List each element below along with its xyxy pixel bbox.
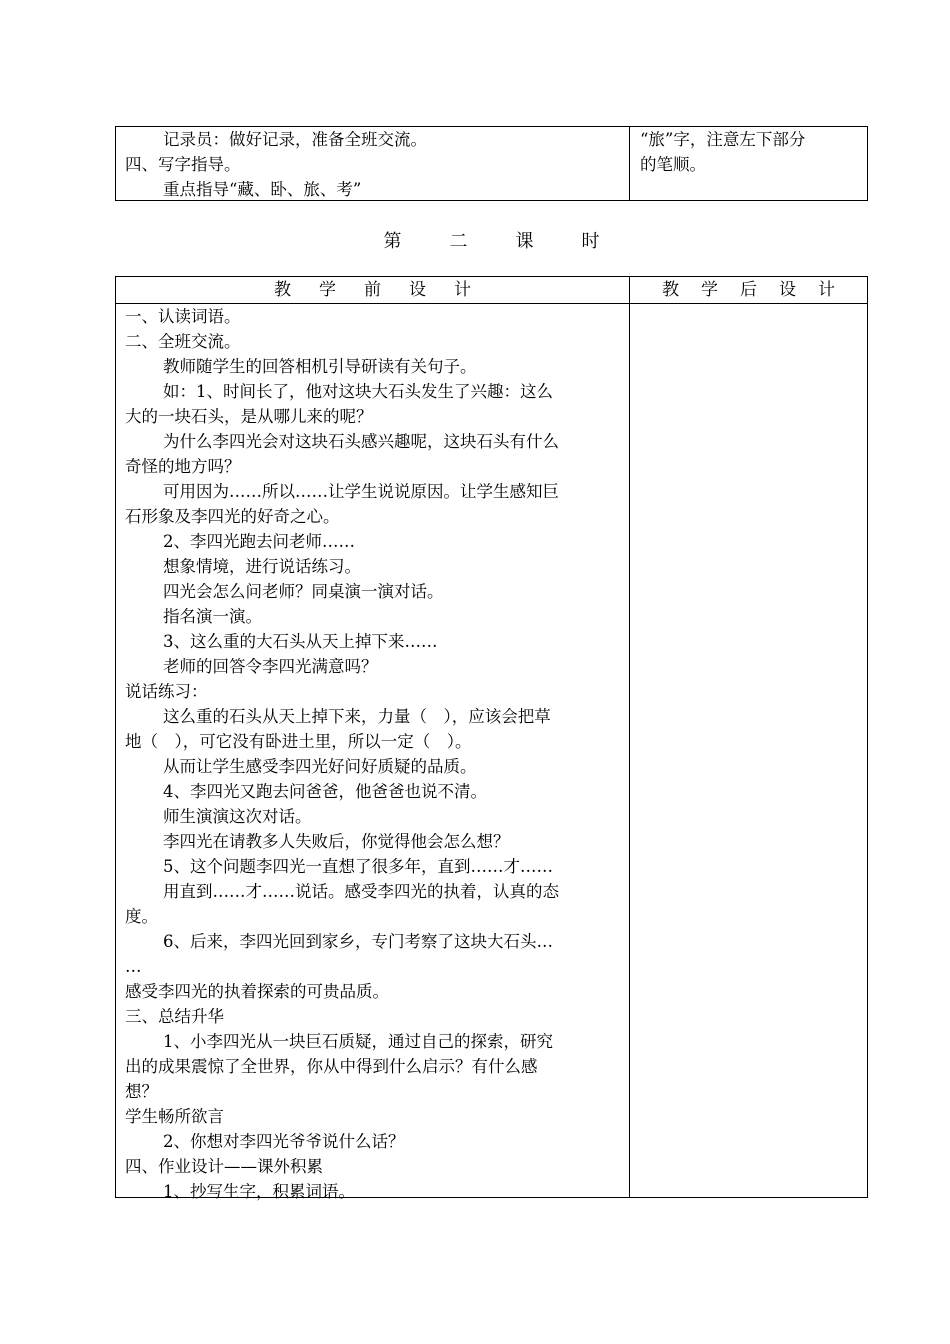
top-table-right-cell [630, 127, 867, 200]
top-left-line: 重点指导“藏、卧、旅、考” [163, 180, 362, 199]
header-after-design: 教学后设计 [662, 280, 857, 300]
main-line: 2、李四光跑去问老师…… [163, 532, 355, 551]
top-left-line: 记录员：做好记录，准备全班交流。 [163, 130, 427, 149]
main-line: 4、李四光又跑去问爸爸，他爸爸也说不清。 [163, 782, 487, 801]
main-line: 为什么李四光会对这块石头感兴趣呢，这块石头有什么 [163, 432, 559, 451]
top-right-line: “旅”字，注意左下部分 [640, 130, 806, 149]
main-line: 李四光在请教多人失败后，你觉得他会怎么想？ [163, 832, 510, 851]
top-right-text [630, 127, 867, 177]
main-line: 四、作业设计——课外积累 [125, 1157, 323, 1176]
top-table [115, 126, 868, 201]
lesson-title: 第二课时 [383, 231, 648, 252]
main-line: 奇怪的地方吗？ [125, 457, 241, 476]
main-line: 三、总结升华 [125, 1007, 224, 1026]
top-right-line: 的笔顺。 [640, 155, 706, 174]
main-line: 1、抄写生字，积累词语。 [163, 1182, 355, 1201]
main-line: 5、这个问题李四光一直想了很多年，直到……才…… [163, 857, 553, 876]
main-line: 出的成果震惊了全世界，你从中得到什么启示？有什么感 [125, 1057, 538, 1076]
main-line: 如：1、时间长了，他对这块大石头发生了兴趣：这么 [163, 382, 553, 401]
main-line: 学生畅所欲言 [125, 1107, 224, 1126]
main-line: 6、后来，李四光回到家乡，专门考察了这块大石头… [163, 932, 553, 951]
lesson-plan-text [116, 304, 629, 1204]
main-line: 用直到……才……说话。感受李四光的执着，认真的态 [163, 882, 559, 901]
main-line: 3、这么重的大石头从天上掉下来…… [163, 632, 438, 651]
header-before-design: 教学前设计 [116, 277, 630, 303]
main-line: 可用因为……所以……让学生说说原因。让学生感知巨 [163, 482, 559, 501]
main-line: 这么重的石头从天上掉下来，力量（ ），应该会把草 [163, 707, 551, 726]
main-table-left-cell [116, 304, 630, 1201]
top-left-line: 四、写字指导。 [125, 155, 241, 174]
main-line: 石形象及李四光的好奇之心。 [125, 507, 340, 526]
main-line: 度。 [125, 907, 158, 926]
main-line: 大的一块石头，是从哪儿来的呢？ [125, 407, 373, 426]
main-line: … [125, 957, 142, 976]
main-line: 想？ [125, 1082, 158, 1101]
top-table-left-cell [116, 127, 630, 200]
main-line: 老师的回答令李四光满意吗？ [163, 657, 378, 676]
main-line: 2、你想对李四光爷爷说什么话？ [163, 1132, 405, 1151]
main-line: 一、认读词语。 [125, 307, 241, 326]
main-line: 指名演一演。 [163, 607, 262, 626]
main-line: 从而让学生感受李四光好问好质疑的品质。 [163, 757, 477, 776]
main-line: 地（ ），可它没有卧进土里，所以一定（ ）。 [125, 732, 472, 751]
main-table [115, 276, 868, 1201]
main-line: 想象情境，进行说话练习。 [163, 557, 361, 576]
main-line: 1、小李四光从一块巨石质疑，通过自己的探索，研究 [163, 1032, 553, 1051]
main-line: 教师随学生的回答相机引导研读有关句子。 [163, 357, 477, 376]
main-line: 感受李四光的执着探索的可贵品质。 [125, 982, 389, 1001]
main-line: 说话练习： [125, 682, 208, 701]
main-line: 四光会怎么问老师？同桌演一演对话。 [163, 582, 444, 601]
main-line: 二、全班交流。 [125, 332, 241, 351]
main-table-header [116, 277, 867, 304]
top-left-text [116, 127, 629, 202]
main-line: 师生演演这次对话。 [163, 807, 312, 826]
